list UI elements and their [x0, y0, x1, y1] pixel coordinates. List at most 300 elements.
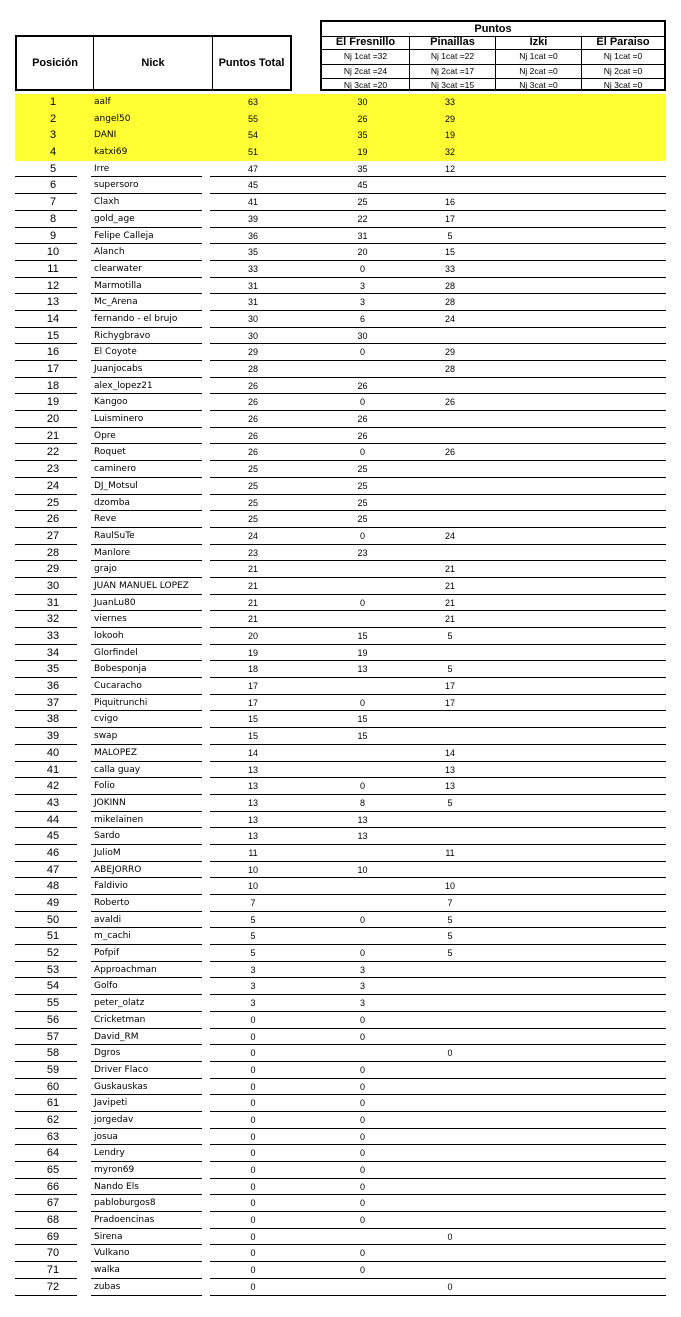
position-cell: 48 [46, 880, 60, 893]
position-cell: 43 [46, 796, 60, 809]
nick-cell: Cucaracho [94, 681, 142, 692]
total-cell: 21 [247, 580, 258, 591]
fresnillo-cell: 19 [357, 647, 368, 658]
fresnillo-cell: 3 [359, 280, 365, 291]
fresnillo-cell: 15 [357, 714, 368, 725]
pinaillas-cell: 5 [447, 948, 453, 959]
nick-cell: DJ_Motsul [94, 480, 138, 491]
total-cell: 10 [247, 864, 258, 875]
pinaillas-cell [407, 711, 493, 727]
race-name: Izki [496, 36, 581, 50]
nick-cell: Roberto [94, 898, 130, 908]
nick-cell: myron69 [94, 1165, 135, 1175]
table-row [15, 762, 666, 779]
total-cell: 29 [247, 347, 258, 358]
race-sub: Nj 3cat =0 [603, 80, 643, 90]
table-row [15, 361, 666, 378]
fresnillo-cell: 15 [357, 631, 368, 641]
table-row [15, 745, 666, 762]
position-cell: 57 [46, 1030, 60, 1043]
position-cell: 46 [46, 846, 60, 859]
position-cell: 66 [46, 1180, 60, 1193]
nick-cell: Sirena [94, 1231, 123, 1242]
pinaillas-cell: 11 [445, 847, 455, 858]
table-row [15, 945, 666, 962]
fresnillo-cell: 6 [359, 313, 365, 324]
pinaillas-cell: 32 [444, 147, 455, 158]
fresnillo-cell: 22 [357, 213, 368, 224]
table-row [15, 978, 666, 995]
total-cell: 3 [250, 981, 256, 992]
nick-cell: lokooh [94, 631, 124, 641]
total-cell: 20 [247, 631, 258, 641]
table-row [15, 1095, 666, 1112]
total-cell: 15 [247, 731, 258, 742]
fresnillo-cell: 3 [359, 964, 365, 975]
table-row [15, 127, 666, 144]
fresnillo-cell: 0 [359, 1064, 365, 1075]
puntos-title: Puntos [322, 22, 664, 37]
standings-table [15, 94, 666, 1296]
total-cell: 26 [247, 380, 258, 391]
row-divider [91, 1295, 202, 1296]
position-cell: 42 [46, 780, 60, 793]
position-cell: 39 [46, 730, 60, 743]
fresnillo-cell: 0 [359, 263, 365, 274]
total-cell: 18 [247, 664, 258, 675]
nick-cell: Cricketman [94, 1014, 146, 1025]
position-cell: 12 [46, 279, 60, 292]
total-cell: 25 [247, 464, 258, 475]
nick-cell: calla guay [94, 764, 141, 775]
table-row [15, 1112, 666, 1129]
race-name: El Fresnillo [322, 36, 409, 50]
total-cell: 47 [247, 163, 258, 174]
pinaillas-cell [407, 645, 493, 661]
total-cell: 0 [250, 1014, 256, 1025]
pinaillas-cell [407, 495, 493, 511]
total-cell: 0 [250, 1215, 256, 1226]
pinaillas-cell: 15 [444, 247, 455, 258]
table-row [15, 294, 666, 311]
pinaillas-cell: 26 [444, 397, 455, 408]
table-row [15, 1129, 666, 1146]
table-row [15, 962, 666, 979]
fresnillo-cell: 0 [359, 1014, 365, 1025]
fresnillo-cell: 0 [359, 597, 365, 608]
table-row [15, 895, 666, 912]
table-row [15, 1279, 666, 1296]
pinaillas-cell [407, 1212, 493, 1228]
pinaillas-cell [407, 1145, 493, 1161]
position-cell: 10 [46, 246, 60, 259]
table-row [15, 1045, 666, 1062]
fresnillo-cell: 13 [357, 831, 368, 842]
nick-cell: grajo [94, 564, 117, 575]
table-row [15, 528, 666, 545]
pinaillas-cell: 21 [444, 564, 455, 575]
table-row [15, 428, 666, 445]
fresnillo-cell: 3 [359, 998, 365, 1009]
table-row [15, 444, 666, 461]
fresnillo-cell: 0 [359, 697, 365, 708]
pinaillas-cell: 21 [444, 614, 455, 625]
table-row [15, 1079, 666, 1096]
pinaillas-cell [407, 461, 493, 477]
total-cell: 0 [250, 1231, 256, 1242]
nick-cell: Approachman [94, 964, 157, 975]
position-cell: 3 [49, 129, 57, 142]
nick-cell: walka [94, 1265, 120, 1276]
table-row [15, 344, 666, 361]
pinaillas-cell: 19 [444, 130, 455, 141]
fresnillo-cell: 0 [359, 1265, 365, 1276]
nick-cell: caminero [94, 464, 136, 475]
fresnillo-cell: 0 [359, 397, 365, 408]
nick-cell: RaulSuTe [94, 530, 135, 541]
position-cell: 28 [46, 546, 60, 559]
total-cell: 10 [247, 881, 258, 892]
pinaillas-cell: 13 [444, 764, 455, 775]
table-row [15, 1179, 666, 1196]
nick-cell: alex_lopez21 [94, 380, 153, 391]
nick-cell: peter_olatz [94, 998, 145, 1009]
position-cell: 16 [46, 346, 60, 359]
total-cell: 0 [250, 1098, 256, 1109]
pinaillas-cell: 28 [444, 280, 455, 291]
pinaillas-cell [407, 1112, 493, 1128]
nick-cell: Piquitrunchi [94, 697, 148, 708]
total-cell: 13 [247, 814, 258, 825]
fresnillo-cell: 26 [357, 430, 368, 441]
table-row [15, 1029, 666, 1046]
pinaillas-cell [407, 1245, 493, 1261]
fresnillo-cell [320, 762, 405, 778]
pinaillas-cell [407, 411, 493, 427]
race-header-el-paraiso [581, 36, 664, 91]
total-cell: 36 [247, 230, 258, 241]
total-cell: 13 [247, 831, 258, 842]
fresnillo-cell: 0 [359, 914, 365, 925]
race-sub: Nj 2cat =17 [410, 65, 495, 80]
position-cell: 26 [46, 513, 60, 526]
position-cell: 25 [46, 496, 60, 509]
table-row [15, 244, 666, 261]
table-row [15, 194, 666, 211]
table-row [15, 177, 666, 194]
position-cell: 31 [46, 596, 60, 609]
nick-cell: David_RM [94, 1031, 139, 1042]
nick-cell: Nando Els [94, 1181, 139, 1192]
position-cell: 55 [46, 997, 60, 1010]
position-cell: 11 [47, 262, 59, 275]
total-cell: 30 [247, 330, 258, 341]
nick-cell: Folio [94, 781, 115, 792]
total-cell: 0 [250, 1148, 256, 1159]
fresnillo-cell: 0 [359, 1098, 365, 1109]
position-cell: 14 [46, 312, 60, 325]
nick-cell: ABEJORRO [94, 864, 142, 875]
nick-cell: Opre [94, 430, 116, 441]
pinaillas-cell [407, 328, 493, 344]
position-cell: 70 [46, 1247, 60, 1260]
total-cell: 63 [247, 97, 258, 107]
nick-cell: Irre [94, 163, 110, 174]
position-cell: 60 [46, 1080, 60, 1093]
table-row [15, 595, 666, 612]
pinaillas-cell: 12 [444, 163, 455, 174]
total-cell: 0 [250, 1081, 256, 1092]
position-cell: 22 [46, 446, 60, 459]
table-row [15, 111, 666, 128]
fresnillo-cell: 13 [357, 814, 368, 825]
pinaillas-cell: 33 [444, 97, 455, 107]
fresnillo-cell: 0 [359, 1081, 365, 1092]
table-row [15, 728, 666, 745]
pinaillas-cell: 5 [447, 664, 453, 675]
nick-cell: cvigo [94, 714, 118, 725]
table-header [15, 35, 292, 91]
total-cell: 0 [250, 1114, 256, 1125]
fresnillo-cell: 30 [357, 97, 368, 107]
table-row [15, 261, 666, 278]
fresnillo-cell: 20 [357, 247, 368, 258]
table-row [15, 1012, 666, 1029]
total-cell: 0 [250, 1165, 256, 1175]
fresnillo-cell: 23 [357, 547, 368, 558]
total-cell: 26 [247, 430, 258, 441]
position-cell: 59 [46, 1063, 60, 1076]
table-row [15, 311, 666, 328]
total-cell: 51 [247, 147, 258, 158]
table-row [15, 511, 666, 528]
total-cell: 25 [247, 514, 258, 525]
fresnillo-cell: 25 [357, 464, 368, 475]
pinaillas-cell [407, 1129, 493, 1145]
fresnillo-cell: 25 [357, 497, 368, 508]
table-row [15, 94, 666, 111]
table-row [15, 795, 666, 812]
total-cell: 5 [250, 948, 256, 959]
fresnillo-cell: 0 [359, 948, 365, 959]
position-cell: 30 [46, 579, 60, 592]
position-cell: 44 [46, 813, 60, 826]
race-sub: Nj 1cat =0 [582, 50, 664, 65]
total-cell: 39 [247, 213, 258, 224]
table-row [15, 661, 666, 678]
table-row [15, 578, 666, 595]
total-cell: 7 [250, 898, 256, 908]
pinaillas-cell [407, 428, 493, 444]
nick-cell: Javipeti [94, 1098, 128, 1109]
table-row [15, 695, 666, 712]
fresnillo-cell: 10 [357, 864, 368, 875]
fresnillo-cell: 13 [357, 664, 368, 675]
pinaillas-cell [407, 812, 493, 828]
pinaillas-cell: 24 [444, 530, 455, 541]
pinaillas-cell: 28 [444, 364, 455, 374]
table-row [15, 628, 666, 645]
table-row [15, 161, 666, 178]
pinaillas-cell [407, 1095, 493, 1111]
total-cell: 3 [250, 964, 256, 975]
position-cell: 65 [46, 1164, 60, 1176]
total-cell: 13 [247, 797, 258, 808]
total-cell: 14 [247, 747, 258, 758]
position-cell: 62 [46, 1113, 60, 1126]
total-cell: 25 [247, 497, 258, 508]
pinaillas-cell [407, 962, 493, 978]
fresnillo-cell: 0 [359, 347, 365, 358]
fresnillo-cell [320, 895, 405, 911]
table-row [15, 1262, 666, 1279]
fresnillo-cell: 3 [359, 981, 365, 992]
total-cell: 5 [250, 931, 256, 942]
nick-cell: Faldivio [94, 881, 128, 892]
table-row [15, 495, 666, 512]
pinaillas-cell [407, 1029, 493, 1045]
total-cell: 24 [247, 530, 258, 541]
race-header-izki [495, 36, 581, 91]
nick-cell: Manlore [94, 547, 131, 558]
table-row [15, 211, 666, 228]
col-header-posicion: Posición [17, 37, 94, 89]
position-cell: 34 [46, 646, 60, 659]
table-row [15, 828, 666, 845]
table-row [15, 1229, 666, 1246]
table-row [15, 1062, 666, 1079]
position-cell: 15 [46, 329, 60, 342]
pinaillas-cell: 0 [447, 1048, 453, 1059]
total-cell: 0 [250, 1265, 256, 1276]
fresnillo-cell: 25 [357, 514, 368, 525]
pinaillas-cell [407, 478, 493, 494]
total-cell: 13 [247, 764, 258, 775]
fresnillo-cell: 35 [357, 163, 368, 174]
position-cell: 9 [49, 229, 57, 242]
nick-cell: Golfo [94, 981, 118, 992]
position-cell: 71 [46, 1264, 60, 1277]
fresnillo-cell: 45 [357, 180, 368, 191]
nick-cell: Vulkano [94, 1248, 130, 1259]
table-row [15, 912, 666, 929]
position-cell: 19 [46, 396, 60, 409]
fresnillo-cell [320, 745, 405, 761]
fresnillo-cell: 0 [359, 1198, 365, 1209]
pinaillas-cell [407, 1062, 493, 1078]
pinaillas-cell [407, 728, 493, 744]
total-cell: 25 [247, 480, 258, 491]
table-row [15, 328, 666, 345]
nick-cell: Pradoencinas [94, 1215, 155, 1226]
nick-cell: Kangoo [94, 397, 128, 408]
nick-cell: swap [94, 731, 118, 742]
pinaillas-cell: 13 [444, 781, 455, 792]
race-name: El Paraiso [582, 36, 664, 50]
fresnillo-cell: 0 [359, 1031, 365, 1042]
fresnillo-cell: 0 [359, 1131, 365, 1142]
position-cell: 49 [46, 897, 60, 909]
fresnillo-cell: 15 [357, 731, 368, 742]
nick-cell: Glorfindel [94, 647, 138, 658]
pinaillas-cell [407, 995, 493, 1011]
race-name: Pinaillas [410, 36, 495, 50]
nick-cell: Dgros [94, 1048, 121, 1059]
race-header-el-fresnillo [322, 36, 409, 91]
race-sub: Nj 1cat =0 [496, 50, 581, 65]
total-cell: 0 [250, 1031, 256, 1042]
table-row [15, 411, 666, 428]
position-cell: 38 [46, 713, 60, 726]
pinaillas-cell [407, 177, 493, 193]
position-cell: 23 [46, 463, 60, 476]
pinaillas-cell: 21 [444, 597, 455, 608]
nick-cell: MALOPEZ [94, 747, 137, 758]
race-sub: Nj 1cat =22 [410, 50, 495, 65]
position-cell: 47 [46, 863, 60, 876]
pinaillas-cell [407, 1012, 493, 1028]
fresnillo-cell [320, 1279, 405, 1295]
race-sub: Nj 3cat =15 [430, 80, 475, 90]
position-cell: 21 [46, 429, 60, 442]
nick-cell: jorgedav [94, 1114, 134, 1125]
fresnillo-cell: 0 [359, 1215, 365, 1226]
fresnillo-cell: 25 [357, 480, 368, 491]
pinaillas-cell: 5 [447, 631, 453, 641]
total-cell: 17 [247, 681, 258, 692]
fresnillo-cell: 31 [357, 230, 368, 241]
col-header-nick: Nick [94, 37, 213, 89]
total-cell: 0 [250, 1064, 256, 1075]
pinaillas-cell: 16 [444, 197, 455, 208]
fresnillo-cell: 8 [359, 797, 365, 808]
table-row [15, 228, 666, 245]
table-row [15, 845, 666, 862]
nick-cell: Luisminero [94, 414, 144, 425]
fresnillo-cell: 30 [357, 330, 368, 341]
nick-cell: Bobesponja [94, 664, 147, 675]
nick-cell: m_cachi [94, 931, 131, 942]
total-cell: 21 [247, 614, 258, 625]
pinaillas-cell [407, 862, 493, 878]
position-cell: 72 [46, 1280, 60, 1293]
nick-cell: supersoro [94, 180, 139, 191]
position-cell: 56 [46, 1013, 60, 1026]
fresnillo-cell: 0 [359, 1181, 365, 1192]
total-cell: 31 [247, 280, 258, 291]
table-row [15, 878, 666, 895]
nick-cell: pabloburgos8 [94, 1198, 156, 1209]
nick-cell: Marmotilla [94, 280, 142, 291]
fresnillo-cell: 26 [357, 414, 368, 425]
table-row [15, 1145, 666, 1162]
position-cell: 58 [46, 1047, 60, 1060]
pinaillas-cell: 17 [444, 681, 455, 692]
total-cell: 13 [247, 781, 258, 792]
puntos-header [320, 20, 666, 91]
table-row [15, 1195, 666, 1212]
position-cell: 36 [46, 680, 60, 693]
total-cell: 17 [247, 697, 258, 708]
nick-cell: Alanch [94, 247, 125, 258]
nick-cell: mikelainen [94, 814, 144, 825]
pinaillas-cell: 29 [444, 347, 455, 358]
total-cell: 5 [250, 914, 256, 925]
table-row [15, 561, 666, 578]
nick-cell: Juanjocabs [94, 364, 143, 374]
table-row [15, 144, 666, 161]
race-sub: Nj 3cat =20 [343, 80, 388, 90]
